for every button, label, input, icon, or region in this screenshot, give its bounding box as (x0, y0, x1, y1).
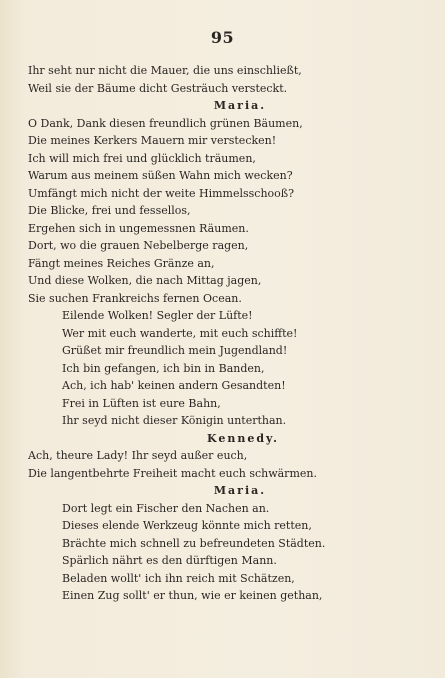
verse-line-indented: Eilende Wolken! Segler der Lüfte! (62, 309, 253, 322)
verse-line: Die meines Kerkers Mauern mir verstecken! (28, 134, 277, 147)
verse-line: Ihr seht nur nicht die Mauer, die uns einschließt, (28, 64, 302, 77)
verse-line-indented: Einen Zug sollt' er thun, wie er keinen gethan, (62, 589, 323, 602)
verse-line: Ach, theure Lady! Ihr seyd außer euch, (28, 449, 248, 462)
verse-line-indented: Dieses elende Werkzeug könnte mich retten, (62, 519, 312, 532)
verse-line-indented: Spärlich nährt es den dürftigen Mann. (62, 554, 277, 567)
verse-line: Umfängt mich nicht der weite Himmelsschooß? (28, 186, 295, 200)
verse-line: Ergehen sich in ungemessnen Räumen. (28, 221, 249, 235)
verse-line: Die Blicke, frei und fessellos, (28, 204, 191, 217)
verse-line: Dort, wo die grauen Nebelberge ragen, (28, 239, 249, 252)
speaker-name: Maria. (213, 99, 267, 112)
speaker-name: Kennedy. (207, 431, 279, 445)
speaker-name: Maria. (213, 484, 267, 497)
verse-line-indented: Grüßet mir freundlich mein Jugendland! (62, 344, 288, 357)
verse-line-indented: Wer mit euch wanderte, mit euch schiffte! (62, 326, 298, 340)
verse-line: Und diese Wolken, die nach Mittag jagen, (28, 274, 262, 287)
page-number: 95 (210, 28, 235, 47)
verse-line-indented: Ich bin gefangen, ich bin in Banden, (62, 361, 265, 375)
verse-line-indented: Ihr seyd nicht dieser Königin unterthan. (62, 414, 287, 427)
verse-line: Weil sie der Bäume dicht Gesträuch versteckt. (28, 81, 288, 95)
verse-line: Ich will mich frei und glücklich träumen, (28, 151, 256, 165)
verse-line: Die langentbehrte Freiheit macht euch schwärmen. (28, 466, 317, 480)
verse-line-indented: Frei in Lüften ist eure Bahn, (62, 396, 221, 410)
verse-line: Sie suchen Frankreichs fernen Ocean. (28, 291, 242, 305)
verse-line: O Dank, Dank diesen freundlich grünen Bäumen, (28, 116, 303, 130)
verse-line-indented: Beladen wollt' ich ihn reich mit Schätzen, (62, 571, 295, 585)
verse-line-indented: Brächte mich schnell zu befreundeten Städten. (62, 536, 326, 550)
verse-line-indented: Dort legt ein Fischer den Nachen an. (62, 501, 270, 515)
verse-text (28, 62, 428, 605)
verse-line-indented: Ach, ich hab' keinen andern Gesandten! (62, 379, 286, 392)
verse-line: Warum aus meinem süßen Wahn mich wecken? (28, 169, 293, 182)
verse-line: Fängt meines Reiches Gränze an, (28, 256, 215, 270)
